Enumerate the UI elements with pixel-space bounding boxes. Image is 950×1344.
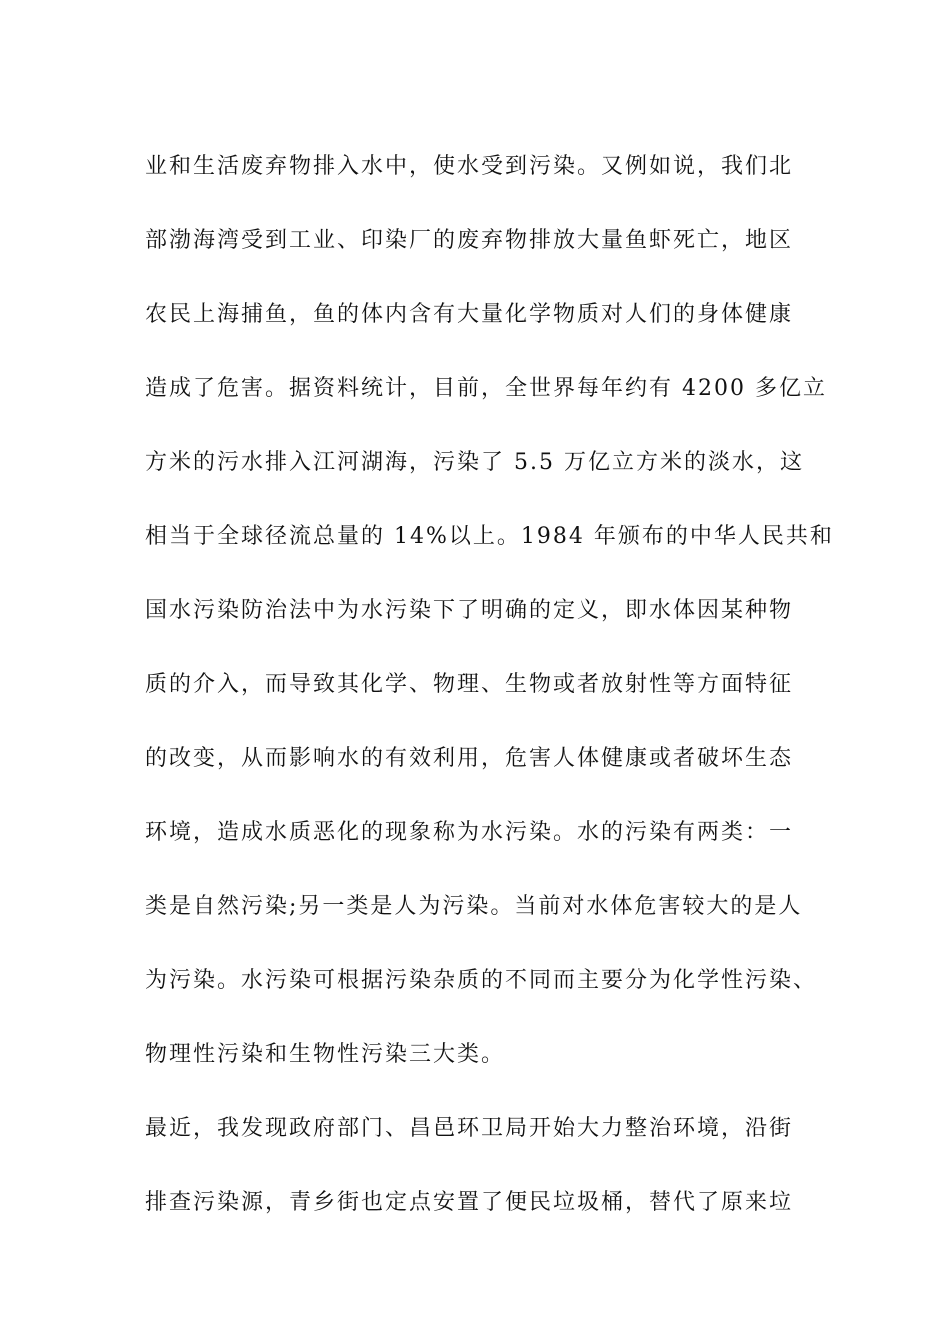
text-line: 的改变，从而影响水的有效利用，危害人体健康或者破坏生态 — [145, 746, 794, 771]
text-line: 业和生活废弃物排入水中，使水受到污染。又例如说，我们北 — [145, 154, 794, 179]
text-line: 造成了危害。据资料统计，目前，全世界每年约有 4200 多亿立 — [145, 376, 827, 401]
text-line: 最近，我发现政府部门、昌邑环卫局开始大力整治环境，沿街 — [145, 1116, 794, 1141]
text-line: 方米的污水排入江河湖海，污染了 5.5 万亿立方米的淡水，这 — [145, 450, 804, 475]
text-line: 排查污染源，青乡街也定点安置了便民垃圾桶，替代了原来垃 — [145, 1190, 794, 1215]
text-line: 类是自然污染;另一类是人为污染。当前对水体危害较大的是人 — [145, 894, 803, 919]
text-line: 相当于全球径流总量的 14%以上。1984 年颁布的中华人民共和 — [145, 524, 834, 549]
text-line: 质的介入，而导致其化学、物理、生物或者放射性等方面特征 — [145, 672, 794, 697]
text-line: 农民上海捕鱼，鱼的体内含有大量化学物质对人们的身体健康 — [145, 302, 794, 327]
text-line: 环境，造成水质恶化的现象称为水污染。水的污染有两类：一 — [145, 820, 794, 845]
text-line: 部渤海湾受到工业、印染厂的废弃物排放大量鱼虾死亡，地区 — [145, 228, 794, 253]
text-line: 国水污染防治法中为水污染下了明确的定义，即水体因某种物 — [145, 598, 794, 623]
text-line: 为污染。水污染可根据污染杂质的不同而主要分为化学性污染、 — [145, 968, 818, 993]
body-text — [145, 130, 834, 1240]
text-line: 物理性污染和生物性污染三大类。 — [145, 1042, 506, 1067]
